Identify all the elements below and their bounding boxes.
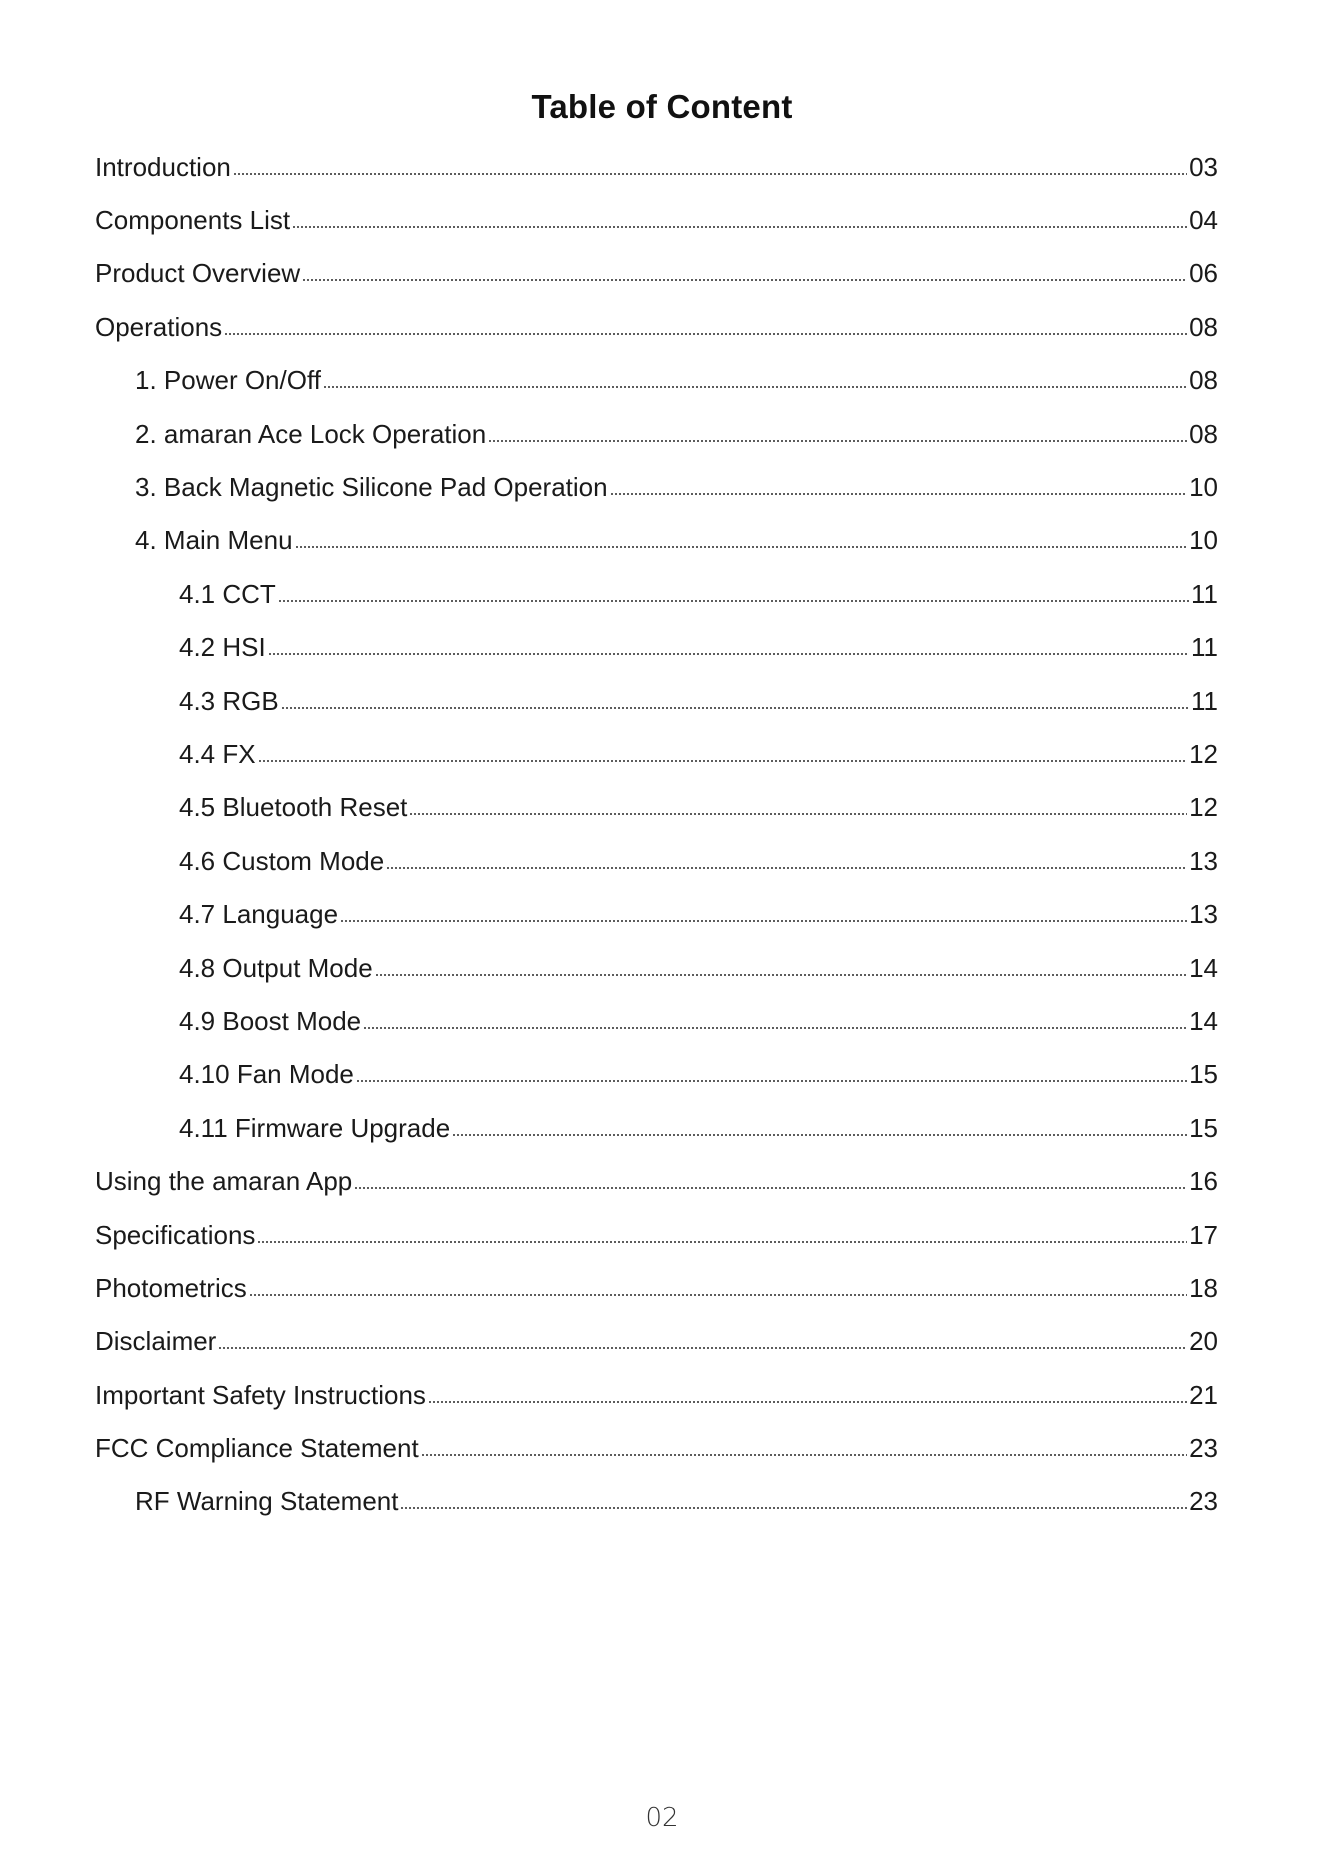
toc-entry[interactable] [95,887,1218,940]
toc-entry-label: Photometrics [95,1272,247,1303]
toc-dot-leader [610,492,1187,496]
toc-dot-leader [302,278,1187,282]
toc-dot-leader [400,1506,1187,1510]
toc-dot-leader [295,545,1188,549]
toc-entry-page: 10 [1189,472,1218,503]
toc-dot-leader [452,1133,1187,1137]
toc-entry[interactable] [95,247,1218,300]
toc-entry[interactable] [95,300,1218,353]
toc-entry-label: 4.6 Custom Mode [179,845,385,876]
toc-entry-label: 4.7 Language [179,899,339,930]
toc-entry[interactable] [95,407,1218,460]
toc-entry-page: 15 [1189,1112,1218,1143]
toc-dot-leader [218,1346,1187,1350]
toc-entry[interactable] [95,1421,1218,1474]
toc-entry-label: RF Warning Statement [135,1486,399,1517]
toc-entry-label: 4. Main Menu [135,525,293,556]
toc-entry-page: 14 [1189,952,1218,983]
toc-entry[interactable] [95,1368,1218,1421]
toc-entry-page: 21 [1189,1379,1218,1410]
toc-entry[interactable] [95,1261,1218,1314]
toc-dot-leader [278,599,1189,603]
toc-entry-page: 12 [1189,792,1218,823]
toc-dot-leader [363,1026,1187,1030]
toc-dot-leader [340,919,1187,923]
toc-dot-leader [292,225,1187,229]
toc-entry[interactable] [95,621,1218,674]
toc-entry-label: 4.3 RGB [179,685,279,716]
toc-entry-page: 10 [1189,525,1218,556]
toc-entry-label: Operations [95,311,223,342]
toc-dot-leader [323,385,1187,389]
toc-dot-leader [488,439,1187,443]
toc-entry[interactable] [95,781,1218,834]
toc-entry-label: 4.1 CCT [179,578,276,609]
toc-entry-page: 06 [1189,258,1218,289]
toc-entry-page: 12 [1189,738,1218,769]
toc-entry-label: 4.5 Bluetooth Reset [179,792,408,823]
toc-dot-leader [268,652,1189,656]
toc-entry-label: Components List [95,205,291,236]
toc-entry-page: 17 [1189,1219,1218,1250]
toc-entry-page: 04 [1189,205,1218,236]
toc-entry[interactable] [95,1048,1218,1101]
toc-entry[interactable] [95,941,1218,994]
toc-entry[interactable] [95,1101,1218,1154]
toc-entry-label: 4.2 HSI [179,632,266,663]
toc-entry[interactable] [95,1208,1218,1261]
toc-entry-page: 13 [1189,845,1218,876]
toc-dot-leader [224,332,1187,336]
toc-dot-leader [428,1400,1187,1404]
toc-entry-page: 11 [1191,578,1218,609]
toc-entry-label: Important Safety Instructions [95,1379,426,1410]
toc-entry[interactable] [95,567,1218,620]
toc-dot-leader [257,1240,1187,1244]
table-of-contents [95,140,1218,1528]
toc-entry-label: 4.8 Output Mode [179,952,373,983]
toc-entry-label: 2. amaran Ace Lock Operation [135,418,487,449]
toc-entry-label: Using the amaran App [95,1166,353,1197]
toc-entry-page: 15 [1189,1059,1218,1090]
toc-entry-label: 4.11 Firmware Upgrade [179,1112,451,1143]
toc-entry-label: Disclaimer [95,1326,217,1357]
toc-entry-page: 08 [1189,311,1218,342]
toc-dot-leader [233,172,1187,176]
toc-entry-label: Introduction [95,151,231,182]
toc-entry-page: 18 [1189,1272,1218,1303]
toc-entry-page: 11 [1191,685,1218,716]
toc-entry-page: 23 [1189,1433,1218,1464]
toc-entry-page: 16 [1189,1166,1218,1197]
toc-entry-page: 13 [1189,899,1218,930]
toc-entry-page: 20 [1189,1326,1218,1357]
toc-entry[interactable] [95,994,1218,1047]
toc-dot-leader [356,1079,1187,1083]
toc-entry[interactable] [95,727,1218,780]
toc-entry-page: 08 [1189,365,1218,396]
toc-entry[interactable] [95,1154,1218,1207]
page-title: Table of Content [531,88,793,125]
toc-dot-leader [421,1453,1187,1457]
toc-dot-leader [409,812,1187,816]
toc-entry-page: 11 [1191,632,1218,663]
toc-entry-label: 1. Power On/Off [135,365,321,396]
toc-entry[interactable] [95,140,1218,193]
toc-entry[interactable] [95,834,1218,887]
toc-entry[interactable] [95,354,1218,407]
toc-entry[interactable] [95,514,1218,567]
toc-entry-label: FCC Compliance Statement [95,1433,419,1464]
toc-dot-leader [249,1293,1187,1297]
toc-entry-page: 14 [1189,1005,1218,1036]
toc-dot-leader [386,866,1187,870]
toc-entry-label: 4.10 Fan Mode [179,1059,354,1090]
toc-entry-page: 03 [1189,151,1218,182]
toc-entry[interactable] [95,460,1218,513]
toc-entry[interactable] [95,1475,1218,1528]
toc-entry-label: Specifications [95,1219,256,1250]
toc-dot-leader [258,759,1187,763]
toc-entry[interactable] [95,1315,1218,1368]
toc-dot-leader [354,1186,1187,1190]
toc-entry-label: 3. Back Magnetic Silicone Pad Operation [135,472,608,503]
toc-entry-page: 08 [1189,418,1218,449]
toc-entry-label: 4.9 Boost Mode [179,1005,362,1036]
toc-dot-leader [375,973,1187,977]
toc-dot-leader [281,706,1189,710]
toc-entry[interactable] [95,674,1218,727]
page-number: 02 [645,1803,679,1833]
toc-entry[interactable] [95,193,1218,246]
toc-entry-label: 4.4 FX [179,738,256,769]
toc-entry-label: Product Overview [95,258,301,289]
toc-entry-page: 23 [1189,1486,1218,1517]
